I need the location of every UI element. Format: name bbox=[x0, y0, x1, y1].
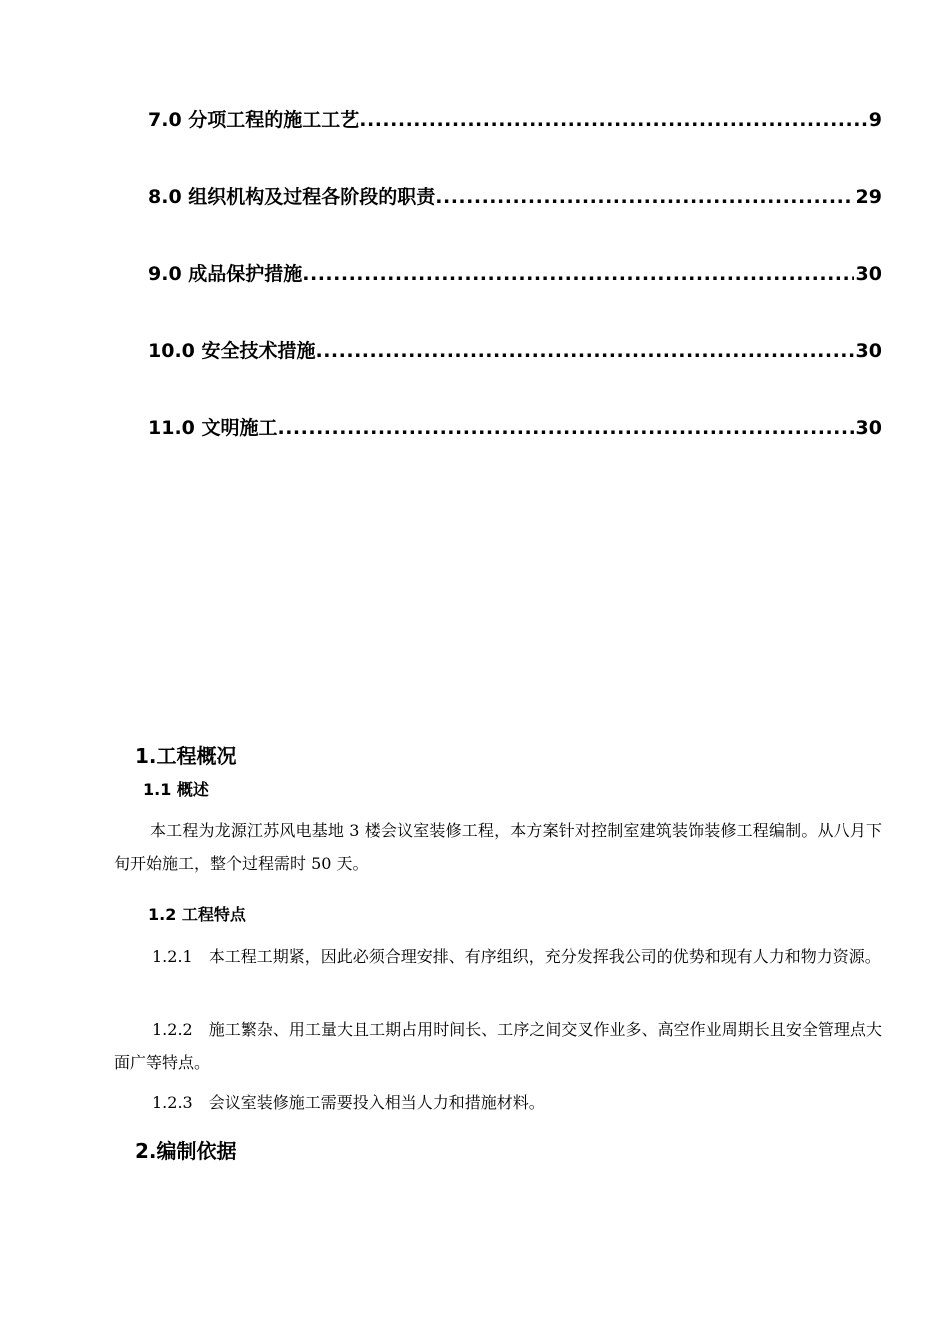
toc-entry-label: 11.0 文明施工 bbox=[148, 417, 278, 439]
toc-leader-dots bbox=[278, 417, 854, 439]
toc-entry-page: 30 bbox=[855, 417, 882, 439]
toc-entry-label: 10.0 安全技术措施 bbox=[148, 340, 316, 362]
section-1-heading: 1.工程概况 bbox=[135, 744, 237, 768]
subsection-1-1-heading: 1.1 概述 bbox=[143, 780, 209, 799]
toc-entry-page: 30 bbox=[855, 340, 882, 362]
feature-item-3: 1.2.3 会议室装修施工需要投入相当人力和措施材料。 bbox=[152, 1093, 545, 1112]
toc-entry[interactable] bbox=[148, 182, 882, 259]
toc-entry-page: 29 bbox=[855, 186, 882, 208]
toc-entry[interactable] bbox=[148, 336, 882, 413]
toc-leader-dots bbox=[316, 340, 854, 362]
toc-entry[interactable] bbox=[148, 105, 882, 182]
toc-leader-dots bbox=[359, 109, 866, 131]
toc-entry-label: 9.0 成品保护措施 bbox=[148, 263, 303, 285]
subsection-1-2-heading: 1.2 工程特点 bbox=[148, 905, 246, 924]
toc-entry[interactable] bbox=[148, 259, 882, 336]
toc-entry[interactable] bbox=[148, 413, 882, 490]
feature-item-2: 1.2.2 施工繁杂、用工量大且工期占用时间长、工序之间交叉作业多、高空作业周期长且安全管理点大面广等特点。 bbox=[114, 1020, 882, 1072]
toc-entry-page: 9 bbox=[868, 109, 882, 131]
table-of-contents bbox=[148, 105, 882, 490]
toc-entry-label: 8.0 组织机构及过程各阶段的职责 bbox=[148, 186, 436, 208]
feature-item-1: 1.2.1 本工程工期紧，因此必须合理安排、有序组织，充分发挥我公司的优势和现有人力和物力资源。 bbox=[152, 947, 881, 966]
section-2-heading: 2.编制依据 bbox=[135, 1139, 237, 1163]
toc-leader-dots bbox=[435, 186, 853, 208]
overview-paragraph: 本工程为龙源江苏风电基地 3 楼会议室装修工程，本方案针对控制室建筑装饰装修工程编制。从八月下旬开始施工，整个过程需时 50 天。 bbox=[114, 821, 882, 873]
toc-leader-dots bbox=[302, 263, 853, 285]
toc-entry-label: 7.0 分项工程的施工工艺 bbox=[148, 109, 360, 131]
toc-entry-page: 30 bbox=[855, 263, 882, 285]
